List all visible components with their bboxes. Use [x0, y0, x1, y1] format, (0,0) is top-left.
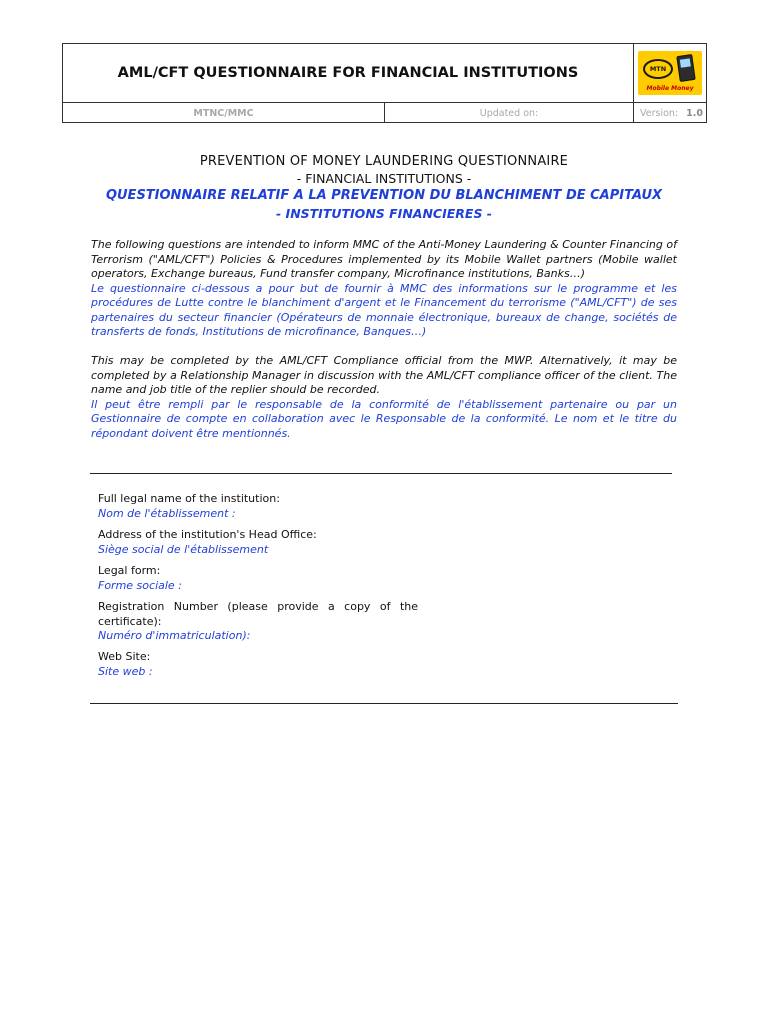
- title-fr-sub: - INSTITUTIONS FINANCIERES -: [276, 206, 492, 221]
- field-label-en: Full legal name of the institution:: [98, 492, 280, 505]
- field-legal-form: [98, 564, 418, 593]
- field-label-en: Legal form:: [98, 564, 161, 577]
- field-label-en: Address of the institution's Head Office:: [98, 528, 317, 541]
- intro-fr-1: Le questionnaire ci-dessous a pour but de fournir à MMC des informations sur le programme et les procédures de Lutte contre le blanchiment d'argent et le Financement du terrorisme ("AML/CFT") de ses partenaires du secteur financier (Opérateurs de monnaie électronique, bureaux de change, sociétés de transferts de fonds, Institutions de microfinance, Banques…): [91, 281, 677, 338]
- intro-block-1: [91, 238, 677, 340]
- title-en-sub: - FINANCIAL INSTITUTIONS -: [296, 171, 472, 186]
- field-legal-name: [98, 492, 418, 521]
- field-web-site: [98, 650, 418, 679]
- field-label-fr: Numéro d'immatriculation):: [98, 629, 251, 642]
- logo-tagline: Mobile Money: [646, 85, 694, 92]
- intro-en-2: This may be completed by the AML/CFT Compliance official from the MWP. Alternatively, it may be completed by a Relationship Manager in discussion with the AML/CFT compliance officer of the client. The name and job title of the replier should be recorded.: [91, 354, 677, 396]
- header-meta-row: [63, 102, 706, 123]
- field-head-office: [98, 528, 418, 557]
- field-registration-number: [98, 600, 418, 644]
- field-label-fr: Forme sociale :: [98, 578, 182, 592]
- field-label-en: Web Site:: [98, 650, 151, 663]
- org-code: MTNC/MMC: [63, 103, 385, 123]
- field-label-fr: Site web :: [98, 664, 153, 678]
- version-cell: [634, 103, 706, 123]
- version-value: 1.0: [686, 107, 703, 119]
- intro-en-1: The following questions are intended to inform MMC of the Anti-Money Laundering & Counter Financing of Terrorism ("AML/CFT") Policies & Procedures implemented by its Mobile Wallet partners (Mobile wallet operators, Exchange bureaus, Fund transfer company, Microfinance institutions, Banks…): [91, 238, 677, 280]
- field-label-fr: Nom de l'établissement :: [98, 506, 236, 520]
- intro-fr-2: Il peut être rempli par le responsable de la conformité de l'établissement partenaire ou par un Gestionnaire de compte en collaboration avec le Responsable de la conformité. Le nom et le titre du répondant doivent être mentionnés.: [91, 397, 677, 440]
- document-header-table: [62, 43, 707, 123]
- logo-brand: MTN: [643, 59, 673, 79]
- title-en-main: PREVENTION OF MONEY LAUNDERING QUESTIONNAIRE: [199, 154, 569, 169]
- field-label-en: Registration Number (please provide a copy of the certificate):: [98, 600, 418, 628]
- section-divider-bottom: [90, 703, 678, 704]
- mtn-mobile-money-logo: [634, 44, 706, 102]
- intro-block-2: [91, 354, 677, 441]
- section-divider-top: [90, 473, 672, 474]
- updated-label: Updated on:: [385, 103, 634, 123]
- document-title: AML/CFT QUESTIONNAIRE FOR FINANCIAL INSTITUTIONS: [63, 44, 634, 102]
- version-label: Version:: [640, 107, 679, 119]
- field-label-fr: Siège social de l'établissement: [98, 542, 269, 556]
- title-fr-main: QUESTIONNAIRE RELATIF A LA PREVENTION DU BLANCHIMENT DE CAPITAUX: [105, 188, 663, 203]
- logo-badge: [638, 51, 702, 95]
- mobile-phone-icon: [676, 54, 695, 82]
